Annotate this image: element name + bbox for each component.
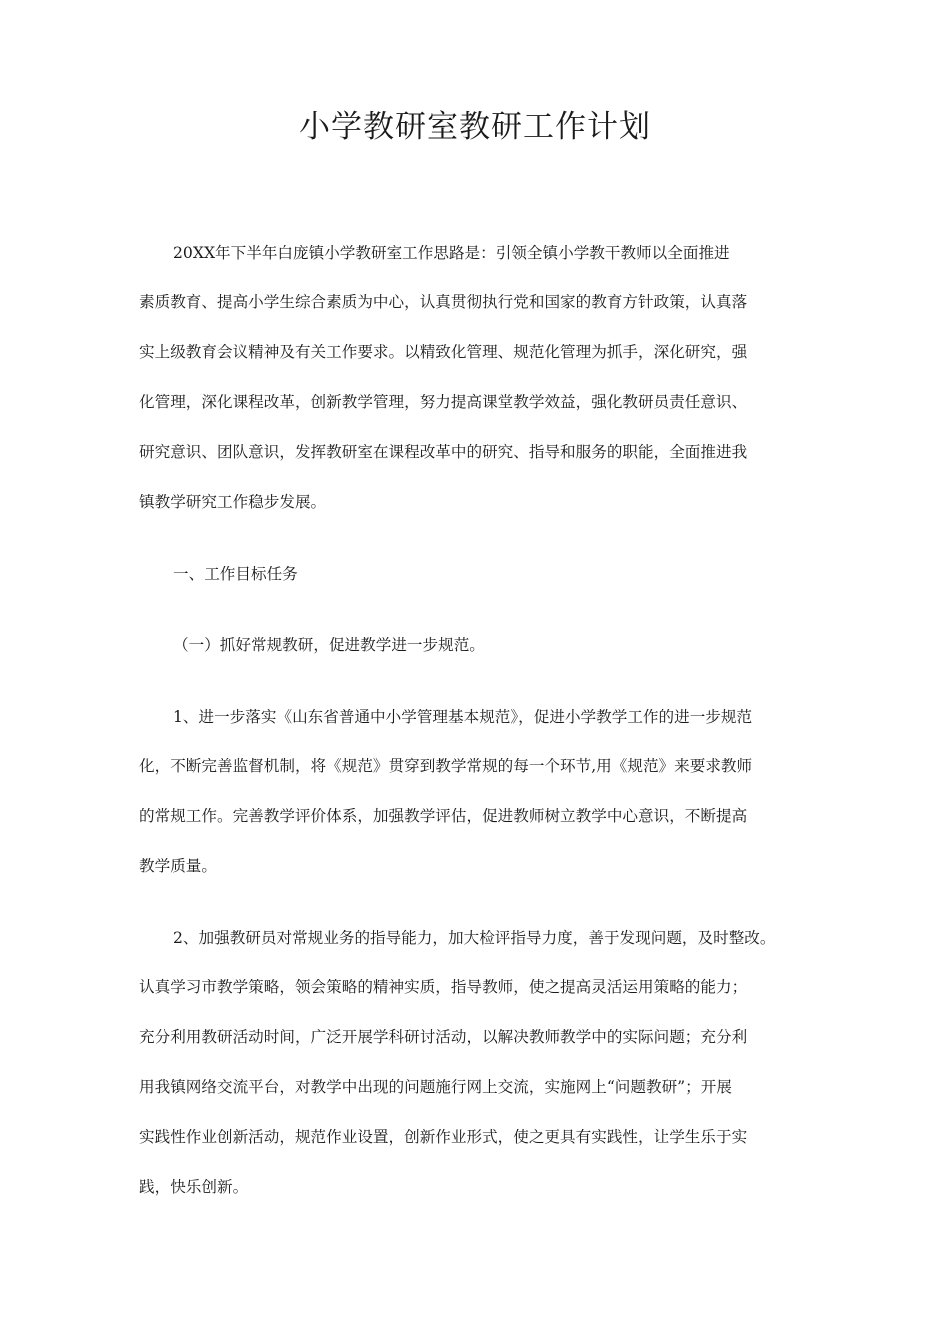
intro-line: 镇教学研究工作稳步发展。: [139, 493, 327, 511]
item-1-line: 教学质量。: [139, 857, 217, 875]
intro-line: 化管理，深化课程改革，创新教学管理，努力提高课堂教学效益，强化教研员责任意识、: [139, 393, 748, 411]
intro-line: 研究意识、团队意识，发挥教研室在课程改革中的研究、指导和服务的职能，全面推进我: [139, 443, 748, 461]
subsection-heading: （一）抓好常规教研，促进教学进一步规范。: [173, 636, 485, 654]
item-2-line: 充分利用教研活动时间，广泛开展学科研讨活动，以解决教师教学中的实际问题；充分利: [139, 1028, 748, 1046]
item-1-line: 化，不断完善监督机制，将《规范》贯穿到教学常规的每一个环节,用《规范》来要求教师: [139, 757, 753, 775]
item-1-line: 的常规工作。完善教学评价体系，加强教学评估，促进教师树立教学中心意识，不断提高: [139, 807, 748, 825]
item-2-line: 用我镇网络交流平台，对教学中出现的问题施行网上交流，实施网上“问题教研”；开展: [139, 1078, 732, 1096]
intro-line: 实上级教育会议精神及有关工作要求。以精致化管理、规范化管理为抓手，深化研究，强: [139, 343, 748, 361]
intro-line: 素质教育、提高小学生综合素质为中心，认真贯彻执行党和国家的教育方针政策，认真落: [139, 293, 748, 311]
item-2-line: 实践性作业创新活动，规范作业设置，创新作业形式，使之更具有实践性，让学生乐于实: [139, 1128, 748, 1146]
item-2-line: 2、加强教研员对常规业务的指导能力，加大检评指导力度，善于发现问题，及时整改。: [173, 929, 776, 947]
document-title: 小学教研室教研工作计划: [299, 109, 651, 145]
item-2-line: 认真学习市教学策略，领会策略的精神实质，指导教师，使之提高灵活运用策略的能力；: [139, 978, 748, 996]
item-2-line: 践，快乐创新。: [139, 1178, 249, 1196]
section-heading: 一、工作目标任务: [173, 565, 298, 583]
intro-line: 20XX年下半年白庞镇小学教研室工作思路是：引领全镇小学教干教师以全面推进: [173, 244, 730, 262]
item-1-line: 1、进一步落实《山东省普通中小学管理基本规范》，促进小学教学工作的进一步规范: [173, 708, 753, 726]
